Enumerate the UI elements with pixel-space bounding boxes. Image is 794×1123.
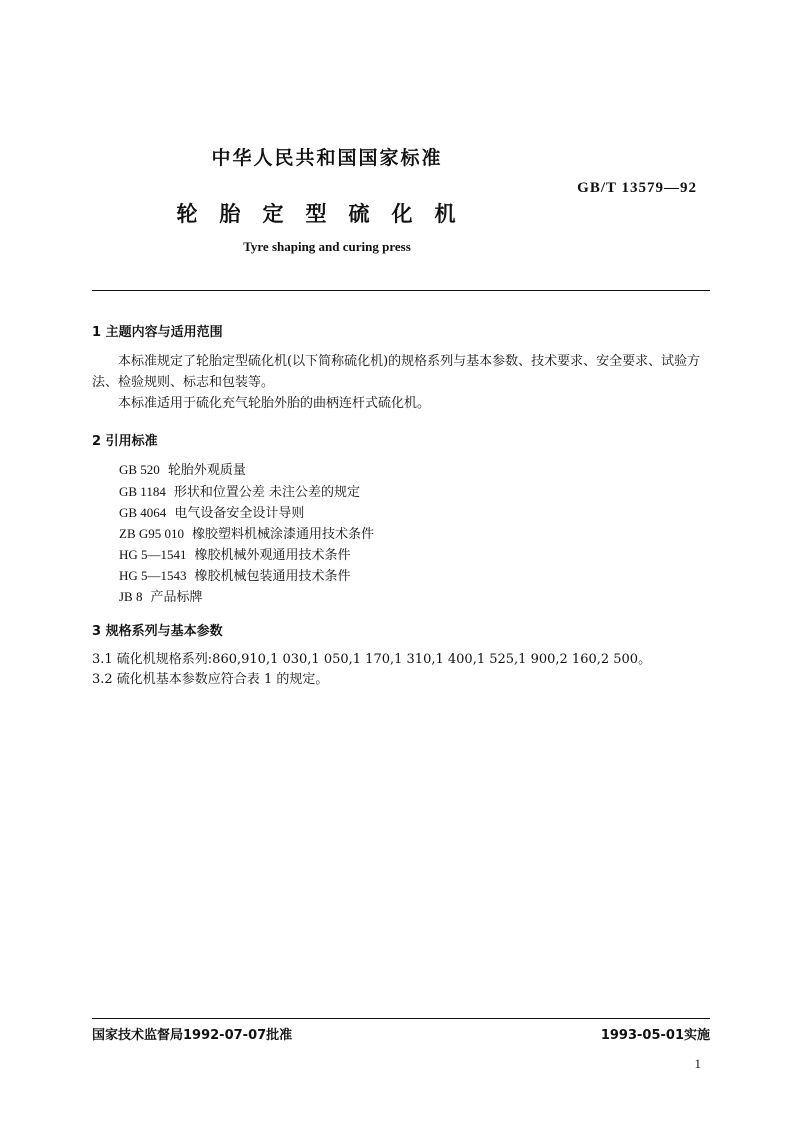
reference-code: GB 1184 bbox=[119, 484, 166, 499]
standard-code: GB/T 13579—92 bbox=[577, 180, 697, 196]
reference-code: GB 4064 bbox=[119, 505, 167, 520]
reference-item bbox=[119, 586, 203, 605]
reference-code: JB 8 bbox=[119, 589, 143, 604]
reference-item bbox=[119, 481, 360, 500]
reference-code: HG 5—1543 bbox=[119, 568, 187, 583]
reference-item bbox=[119, 565, 351, 584]
reference-title: 电气设备安全设计导则 bbox=[174, 506, 305, 521]
reference-title: 形状和位置公差 未注公差的规定 bbox=[173, 485, 360, 500]
reference-code: ZB G95 010 bbox=[119, 526, 184, 541]
reference-code: HG 5—1541 bbox=[119, 547, 187, 562]
footer-rule bbox=[92, 1018, 710, 1019]
reference-item bbox=[119, 459, 246, 478]
reference-title: 轮胎外观质量 bbox=[167, 463, 246, 478]
reference-item bbox=[119, 544, 351, 563]
reference-title: 产品标牌 bbox=[150, 590, 203, 605]
section-1-heading: 1 主题内容与适用范围 bbox=[92, 325, 223, 340]
reference-title: 橡胶机械包装通用技术条件 bbox=[194, 569, 351, 584]
effective-date: 1993-05-01实施 bbox=[600, 1028, 710, 1043]
document-title: 轮胎定型硫化机 bbox=[176, 202, 478, 226]
page-number: 1 bbox=[694, 1056, 701, 1071]
reference-item bbox=[119, 502, 304, 521]
reference-item bbox=[119, 523, 374, 542]
section-2-heading: 2 引用标准 bbox=[92, 434, 158, 449]
national-standard-title: 中华人民共和国国家标准 bbox=[211, 147, 443, 169]
reference-title: 橡胶塑料机械涂漆通用技术条件 bbox=[192, 527, 375, 542]
section-1-paragraph-1: 本标准规定了轮胎定型硫化机(以下简称硫化机)的规格系列与基本参数、技术要求、安全要求、试验方法、检验规则、标志和包装等。 bbox=[92, 354, 701, 390]
header-rule bbox=[92, 290, 710, 291]
section-3-heading: 3 规格系列与基本参数 bbox=[92, 624, 223, 639]
approval-date: 国家技术监督局1992-07-07批准 bbox=[92, 1028, 293, 1043]
document-title-english: Tyre shaping and curing press bbox=[243, 239, 411, 254]
clause-3-1: 3.1 硫化机规格系列:860,910,1 030,1 050,1 170,1 310,1 400,1 525,1 900,2 160,2 500。 bbox=[92, 652, 652, 667]
clause-3-2: 3.2 硫化机基本参数应符合表 1 的规定。 bbox=[92, 672, 329, 687]
section-1-paragraph-2: 本标准适用于硫化充气轮胎外胎的曲柄连杆式硫化机。 bbox=[118, 396, 431, 411]
reference-code: GB 520 bbox=[119, 462, 160, 477]
reference-title: 橡胶机械外观通用技术条件 bbox=[194, 548, 351, 563]
